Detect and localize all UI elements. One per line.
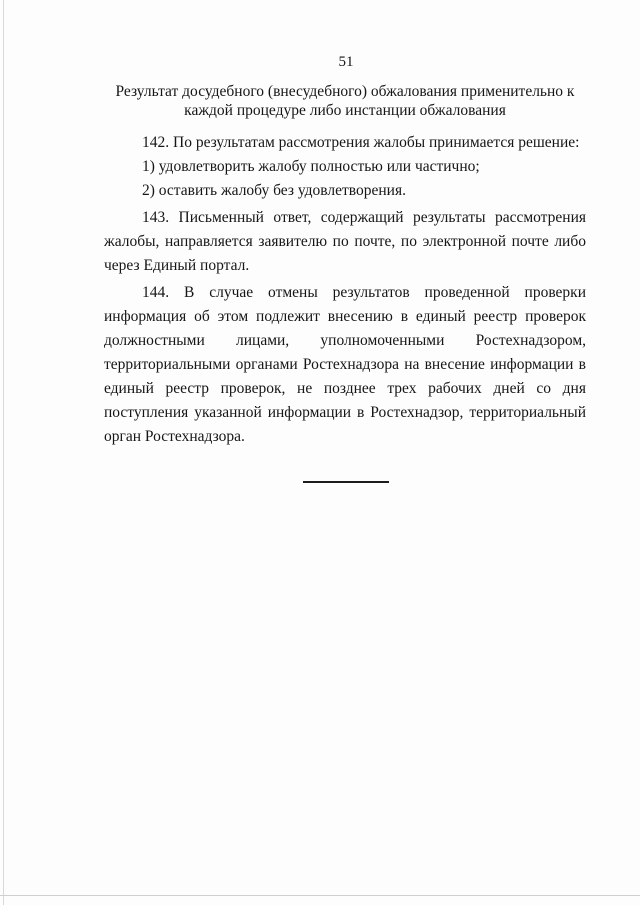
page-number: 51 [338,54,354,70]
list-item-2: 2) оставить жалобу без удовлетворения. [142,182,406,199]
closing-rule [303,481,389,483]
list-item-1: 1) удовлетворить жалобу полностью или частично; [142,158,480,175]
scan-bottom-edge [0,895,640,896]
section-heading: Результат досудебного (внесудебного) обжалования применительно к каждой процедуре либо инстанции обжалования [115,83,575,119]
paragraph-144: 144. В случае отмены результатов проведенной проверки информация об этом подлежит внесению в единый реестр проверок должностными лицами, уполномоченными Ростехнадзором, территориальными органами Ростехнадзора на внесение информации в единый реестр проверок, не позднее трех рабочих дней со дня поступления указанной информации в Ростехнадзор, территориальный орган Ростехнадзора. [104,284,586,445]
paragraph-143: 143. Письменный ответ, содержащий результаты рассмотрения жалобы, направляется заявителю по почте, по электронной почте либо через Единый портал. [104,209,586,274]
scan-left-edge [3,0,4,905]
paragraph-142: 142. По результатам рассмотрения жалобы принимается решение: [142,134,580,151]
